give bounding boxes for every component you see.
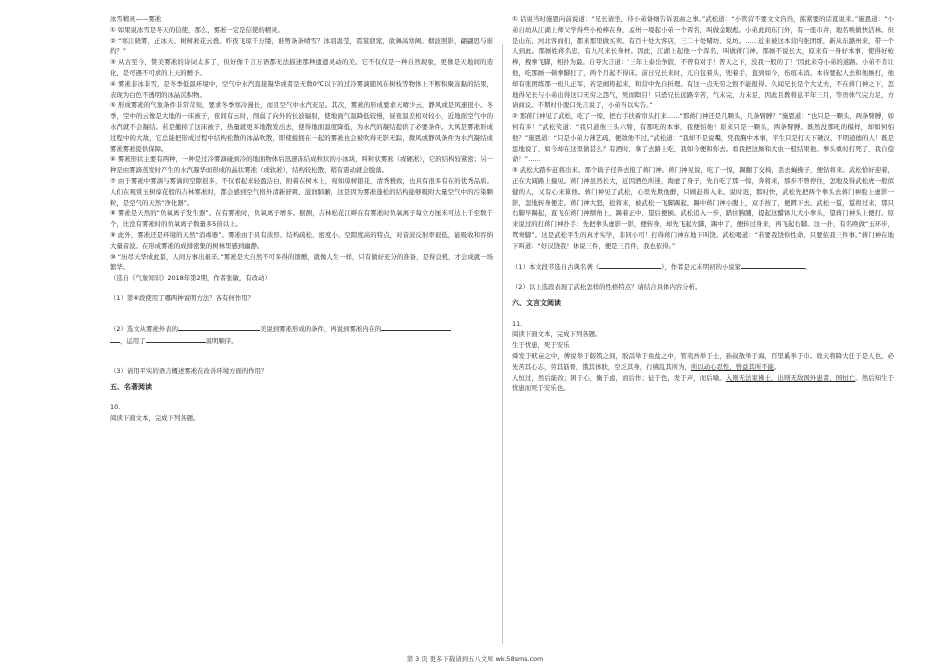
passage-paragraph: ⑦ 由于雾凇中雾滴与雾滴间空隙很多，不仅看起来轻盈洁白，附着在树木上，宛如琼树银花，清秀雅致，也具有很多有在的优秀品质。人们在观赏玉树琼花般的吉林雾凇时，都会感到空气格外清新舒爽、滋润肺腑，这是因为雾凇蓬松的结构能够吸附大量空气中的污染颗粒，是空气的天然“净化器”。: [110, 176, 493, 207]
classical-paragraph: [512, 373, 894, 395]
passage-source: （选自《气象知识》2018年第2期，作者张敏，有改动）: [110, 274, 271, 283]
answer-blank[interactable]: [741, 261, 805, 269]
passage-paragraph: ① 如果说冰雪是冬天的信使，那么，雾凇一定是信使的精灵。: [110, 25, 284, 34]
classical-paragraph: [512, 351, 894, 373]
passage-title: 冰雪精灵——雾凇: [110, 15, 162, 23]
answer-blank[interactable]: [110, 335, 120, 343]
passage-paragraph: ③ 武松大踏步赶将出来。那个捣子径奔去报了蒋门神。蒋门神见说，吃了一惊，踢翻了交椅，丢去蝇拂子，便钻将来。武松恰好迎着，正在大阔路上撞见。蒋门神虽然长大，近因酒色所迷，淘虚了身子，先自吃了那一惊，奔将来，那步不曾停住，怎地及得武松虎一般似健的人，又有心来算他。蒋门神见了武松，心里先欺他醉，只顾赶将入来。说时迟，那时快，武松先把两个拳头去蒋门神脸上虚影一影，忽地转身便走。蒋门神大怒，抢将来，被武松一飞脚踢起，踢中蒋门神小腹上，双手按了，便蹲下去。武松一踅，踅将过来，那只右脚早踢起，直飞在蒋门神额角上，踢着正中，望后便倒。武松追入一步，踏住胸脯，提起这醋钵儿大小拳头，望蒋门神头上便打。原来说过的打蒋门神扑手：先把拳头虚影一影，便转身，却先飞起左脚，踢中了，便转过身来，再飞起右脚。这一扑，有名唤做“玉环步，鸳鸯脚”。这是武松平生的真才实学，非同小可！打得蒋门神在地下叫饶。武松喝道：“若要我饶你性命，只要依我三件事。”蒋门神在地下叫道：“好汉饶我！休说三件，便是三百件，我也依得。”: [512, 166, 894, 250]
passage-paragraph: ④ 雾凇非冰非雪，是冬季低温环境中，空气中水汽直接凝华或者是无数0℃以下的过冷雾滴随风在树枝等物体上不断积聚冻黏的结果，表现为白色不透明的冰晶沉积物。: [110, 79, 493, 99]
question-2-part-a: （2）选文从雾凇外表的: [110, 325, 178, 334]
question-instruction: 阅读下面文本，完成下列各题。: [110, 413, 200, 422]
underlined-sentence: 入则无法家拂士，出则无敌国外患者，国恒亡: [725, 373, 856, 382]
underlined-sentence: 所以动心忍性，曾益其所不能: [690, 362, 775, 371]
answer-blank[interactable]: [381, 323, 451, 331]
column-divider: [502, 44, 503, 644]
right-column: [512, 14, 894, 394]
question-2-part-d: 说明顺序。: [205, 337, 238, 346]
section-heading: 五、名著阅读: [110, 382, 152, 391]
passage-paragraph: ⑨ 此外，雾凇还是环境的天然“消毒器”。雾凇由于具有浓厚、结构疏松、密度小、空隙度高的特点，对音波反射率很低，能吸收和容纳大量音波。在形成雾凇的成排密集的树林里感到幽静。: [110, 230, 493, 250]
question-number: 11.: [512, 319, 523, 328]
question-1: （1）第⑥段使用了哪两种说明方法？各有何作用？: [110, 294, 254, 303]
question-1-part-b: 》，作者是元末明初的小说家: [661, 263, 742, 272]
passage-paragraph: ⑥ 雾凇形状主要有两种，一种是过冷雾滴碰到冷的地面物体后迅速冻结成粒状的小冰块，叫粒状雾凇（或硬凇），它的结构较紧密；另一种是由雾滴蒸发时产生的水汽凝华而形成的晶状雾凇（或软凇），结构较松散，稍有震动就会脱落。: [110, 155, 493, 175]
question-1: [512, 261, 894, 273]
passage-paragraph: ⑧ 雾凇是天然的“负氧离子发生器”。在有雾凇时，负氧离子增多。据测，吉林松花江畔在有雾凇时负氧离子每立方厘米可达上千至数千个，比没有雾凇时的负氧离子数量多5倍以上。: [110, 209, 493, 229]
passage-paragraph: ② “寒江晓雾，正冰天、树树凇花云叠。昨夜飞琼千万缕，谁剪条条晴雪？冰羽温莹，霓裳窈窕，欲舞高寒阙。烟波照影，翩翩思与谁约？”: [110, 36, 493, 56]
passage-paragraph: ⑤ 形成雾凇的气象条件非常苛刻，要求冬季寒冷漫长，而且空气中水汽充足。其次，雾凇的形成要求天晴少云，静风或是风速很小。冬季，空中的云像是大地的一床被子，夜间有云时，削弱了向外的长波辐射，使地面气温降低较慢，昼夜温差相对较小，近地面空气中的水汽就不会凝结。若是撤掉了这床被子，热量就更多地散发出去，使得地面温度降低，为水汽的凝结提供了必要条件。大风是雾凇形成过程中的大敌，它总能把形成过程中结构松散的冰晶吹散，即使披拥在一起的雾凇也会被吹得无影无踪，微风或静风条件为水汽凝结成雾凇雾凇提供保障。: [110, 101, 493, 153]
question-2: （2）以上选段表现了武松怎样的性格特点？请结合具体内容分析。: [512, 283, 702, 292]
classical-text-title: 生于忧患，死于安乐: [512, 341, 570, 350]
question-3: （3）请用平实的语言概述雾凇在改善环境方面的作用？: [110, 366, 268, 375]
question-number: 10.: [110, 403, 121, 412]
answer-blank[interactable]: [146, 335, 206, 343]
classical-text: 。然后知生于忧患而死于安乐也。: [512, 373, 895, 393]
page-footer: 第 3 页 更多下载请到五八文库 wk.58sms.com: [406, 655, 544, 663]
classical-text: 。: [774, 362, 781, 371]
classical-text: 人恒过，然后能改；困于心，衡于虑，而后作；征于色，发于声，而后喻。: [512, 373, 726, 382]
question-1-part-a: （1）本文段节选自古典名著《: [512, 263, 600, 272]
question-2-part-c: ，运用了: [120, 337, 146, 346]
passage-paragraph: ③ 从古至今，赞美雾凇的诗词太多了，但好像千言万语都无法描述那种遗遗灵动的美。它不仅仅是一种自然现象，更像是天地间的造化，是可遇不可求的上天的赠予。: [110, 58, 493, 77]
question-2: [110, 323, 493, 347]
passage-paragraph: ① 话说当时施恩向前说道：“兄长请坐，待小弟备细告诉衷曲之事。”武松道：“小管营不要文文诌诌，拣紧要的话直说来。”施恩道：“小弟自幼从江湖上师父学得些小枪棒在身，孟州一境起小弟一个诨名，叫做金眼彪。小弟此间东门外，有一座市井，地名唤做快活林。但是山东、河北客商们，都来那里做买卖。有百十处大客店，三二十处赌坊、兑坊。……近来被这本营内张团练，新从东潞州来，带一个人到此。那厮姓蒋名忠，有九尺来长身材。因此，江湖上起他一个浑名，叫做蒋门神。那厮不说长大，原来有一身好本事，使得好枪棒，拽拳飞脚，相扑为最。自夸大言道：‘三年上泰岳争跤，不曾有对手！普天之下，没我一般的了！’因此来夺小弟的道路。小弟不肯让他，吃那厮一顿拳脚打了，两个月起不得床。前日兄长来时，兀自包着头，兜着手，直到如今，伤痕未消。本待要起人去和他厮打，他却有张团练那一班儿正军，若是闹将起来，和营中先自折理。有这一点无穷之恨不能报得。久闻兄长是个大丈夫，不在蒋门神之下，怎地得兄长与小弟出得这口无穷之怨气，死而瞑目！只恐兄长远路辛苦，气未完，力未足，因此且教将息半年三月，等贵体气完力足，方请商议。不期村仆脱口先言说了，小弟当以实告。”: [512, 15, 894, 110]
classical-text: 舜发于畎亩之中，傅说举于版筑之间，胶鬲举于鱼盐之中，管夷吾举于士，孙叔敖举于海，百里奚举于市。故天将降大任于是人也，必先苦其心志，劳其筋骨，饿其体肤，空乏其身，行拂乱其所为，: [512, 352, 894, 371]
question-2-part-b: 美说到雾凇形成的条件，再说到雾凇内在的: [259, 325, 382, 334]
answer-blank[interactable]: [178, 323, 260, 331]
section-heading: 六、文言文阅读: [512, 299, 561, 308]
passage-paragraph: ⑩ “历尽天华成此景，人间万事出艰辛。”雾凇是大自然不可多得的馈赠，就像人生一样，只有做好充分的准备，是得良机，才会成就一场繁华。: [110, 252, 493, 272]
question-instruction: 阅读下面文本，完成下列各题。: [512, 330, 602, 339]
left-column: [110, 14, 493, 424]
passage-paragraph: ② 那蒋门神见了武松，吃了一惊，把右手扶着帘头打来……“那蒋门神还是几颗头，几条臂膊？”施恩道：“也只是一颗头，两条臂膊，如何有多！”武松笑道：“我只道他三头六臂，有那吒的本事，我便怕他！原来只是一颗头，两条臂膊。既然没那吒的模样，却如何怕他？”施恩道：“只是小弟力薄艺疏，便敌他不过。”武松道：“我却不是说嘴，凭我胸中本事，平生只是打天下硬汉、不明道德的人！既是恁地说了，如今却在这里做甚么？有酒时，拿了去路上吃，我如今便和你去。看我把这厮和大虫一般结果他。拳头重时打死了，我自偿命！”……: [512, 112, 894, 164]
question-1-part-c: 。: [805, 263, 812, 272]
answer-blank[interactable]: [599, 261, 661, 269]
